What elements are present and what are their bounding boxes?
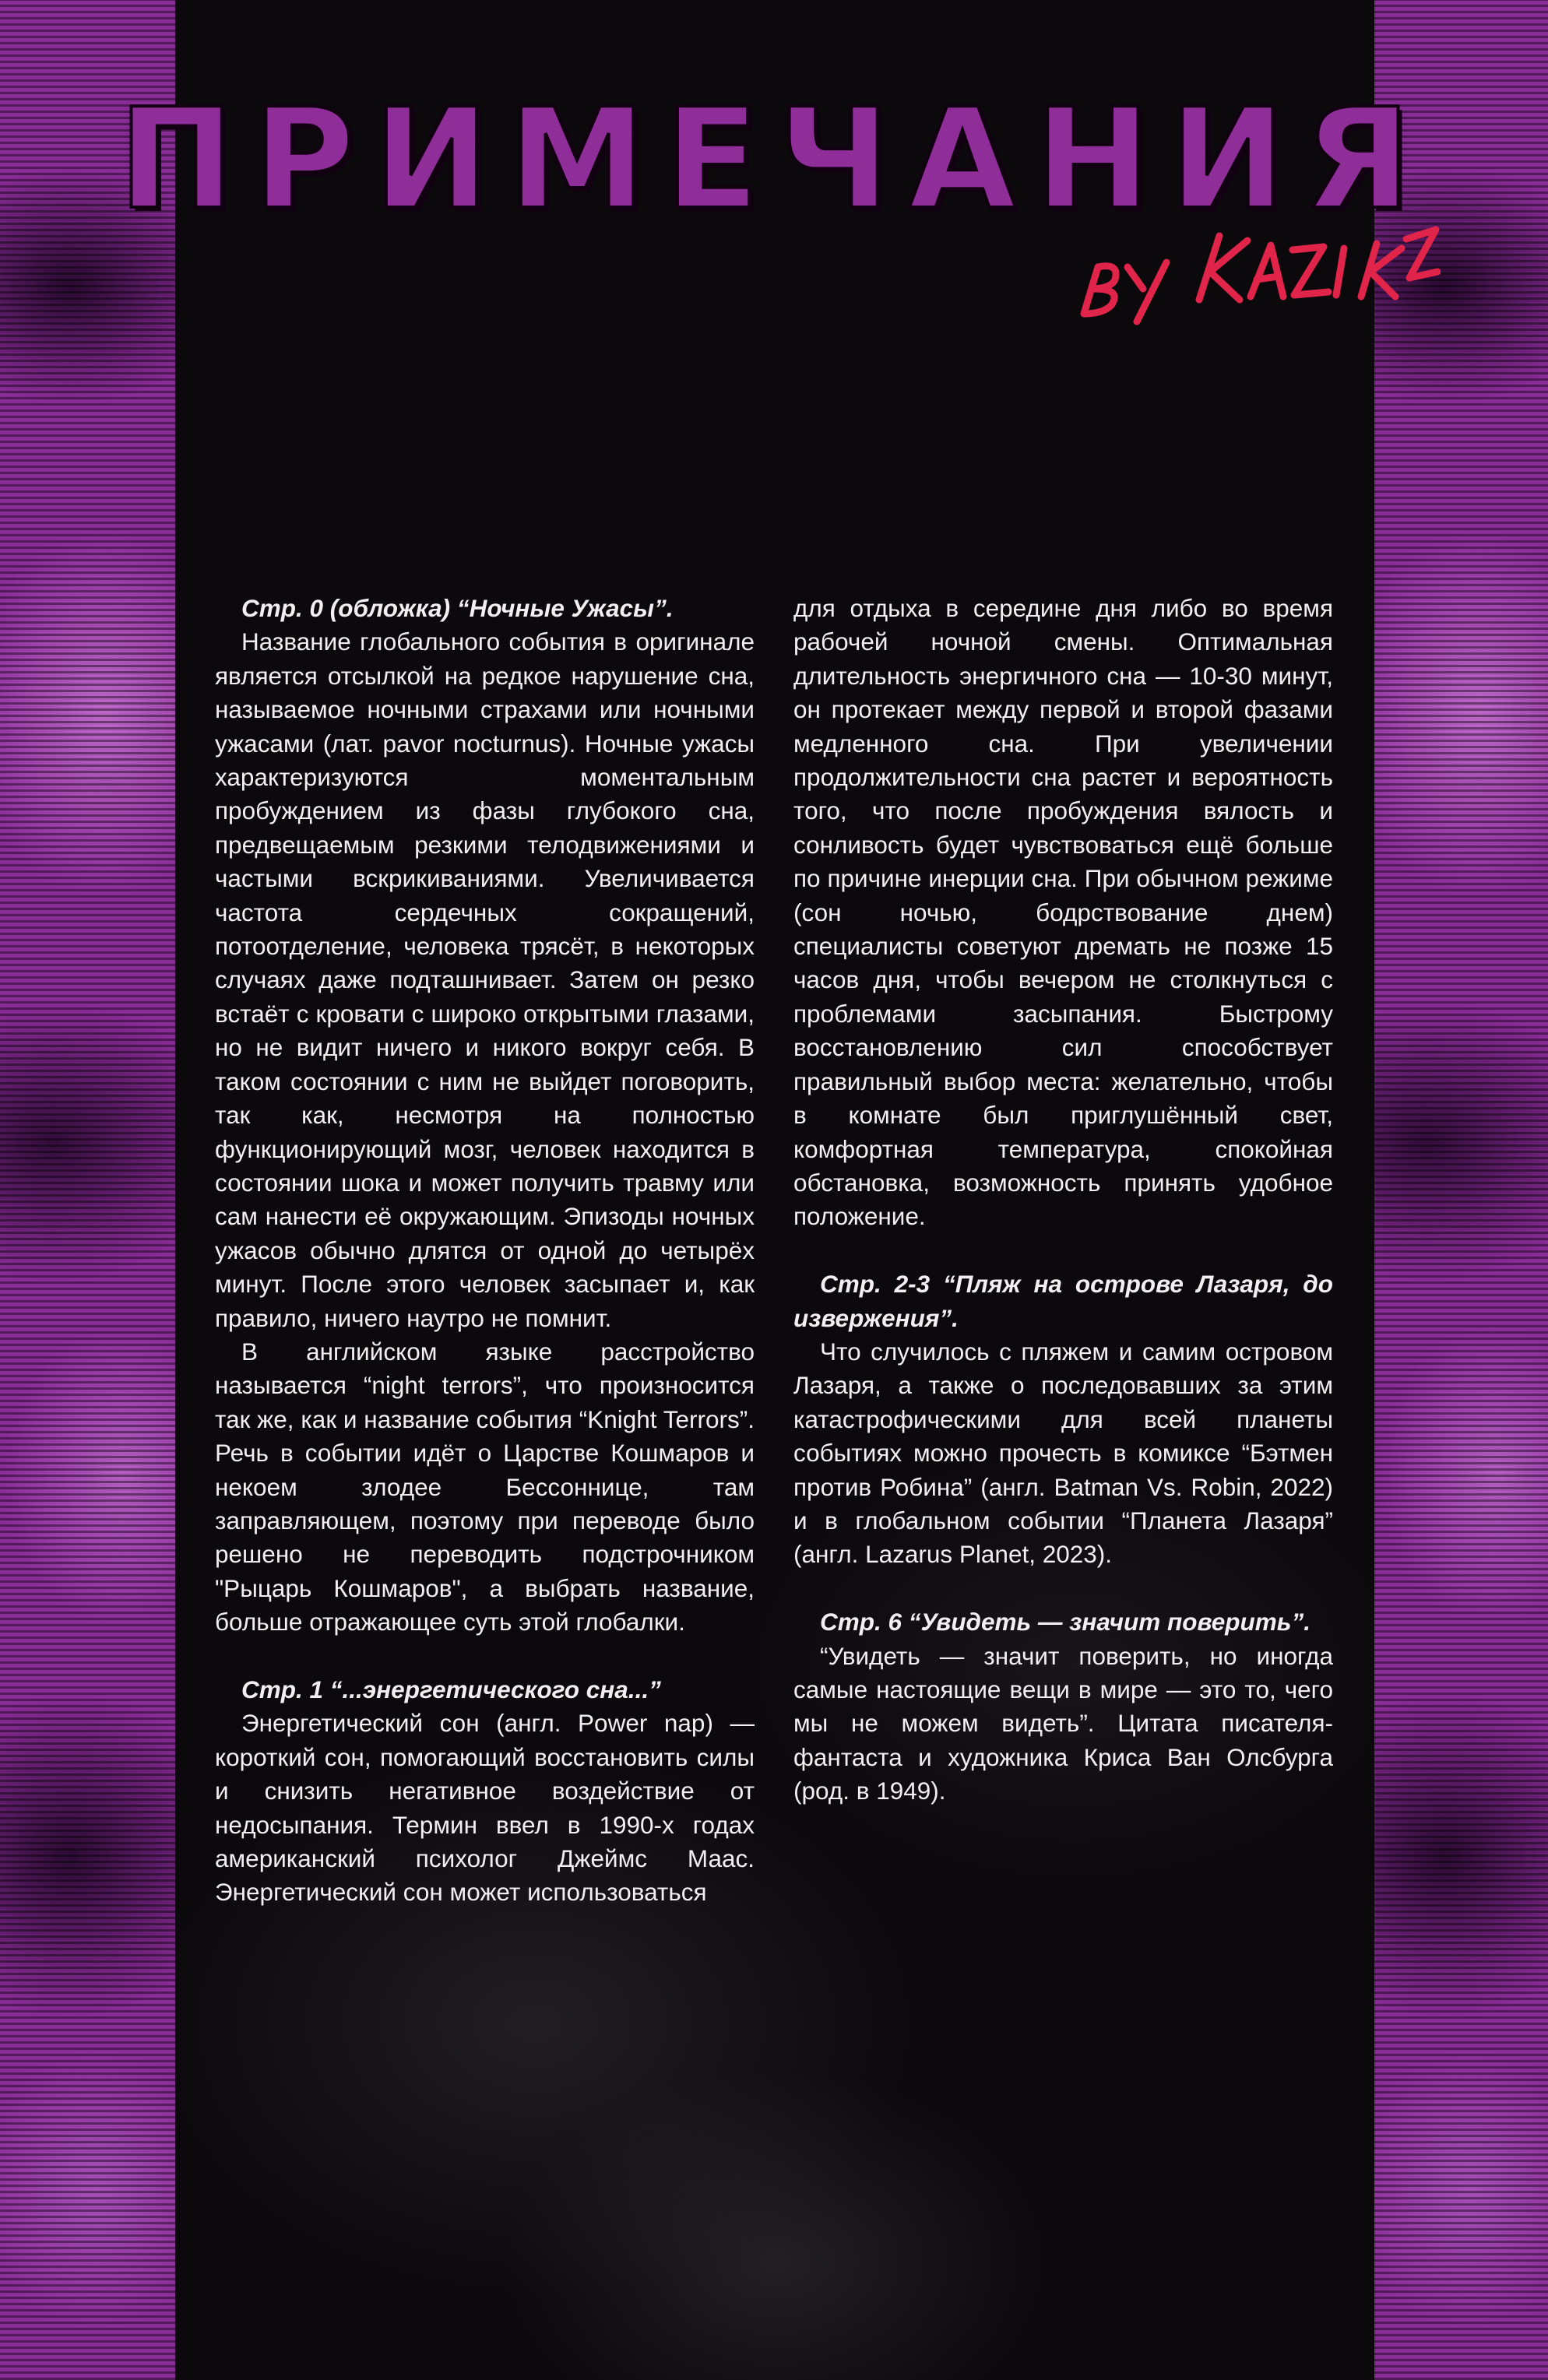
note-heading-page-0: Стр. 0 (обложка) “Ночные Ужасы”. <box>241 594 674 622</box>
note-paragraph: Что случилось с пляжем и самим островом Лазаря, а также о последовавших за этим катастрофическими для всей планеты событиях можно прочесть в комиксе “Бэтмен против Робина” (англ. Batman Vs. Robin, 2022) и в глобальном событии “Планета Лазаря” (англ. Lazarus Planet, 2023). <box>793 1337 1333 1569</box>
notes-column-right <box>793 592 1333 1809</box>
page-title: ПРИМЕЧАНИЯ <box>118 79 1430 240</box>
signature-logo <box>1067 222 1441 331</box>
note-paragraph-continued: для отдыха в середине дня либо во время рабочей ночной смены. Оптимальная длительность энергичного сна — 10-30 минут, он протекает между первой и второй фазами медленного сна. При увеличении продолжительности сна растет и вероятность того, что после пробуждения вялость и сонливость будет чувствоваться ещё больше по причине инерции сна. При обычном режиме (сон ночью, бодрствование днем) специалисты советуют дремать не позже 15 часов дня, чтобы вечером не столкнуться с проблемами засыпания. Быстрому восстановлению сил способствует правильный выбор места: желательно, чтобы в комнате был приглушённый свет, комфортная температура, спокойная обстановка, возможность принять удобное положение. <box>793 594 1333 1231</box>
side-artwork-left <box>0 0 175 2380</box>
note-heading-page-6: Стр. 6 “Увидеть — значит поверить”. <box>820 1608 1311 1636</box>
note-paragraph: В английском языке расстройство называется “night terrors”, что произносится так же, как и название события “Knight Terrors”. Речь в событии идёт о Царстве Кошмаров и некоем злодее Бессоннице, там заправляющем, поэтому при переводе было решено не переводить подстрочником "Рыцарь Кошмаров", а выбрать название, больше отражающее суть этой глобалки. <box>215 1337 755 1636</box>
notes-column-left <box>215 592 755 1910</box>
note-heading-page-2-3: Стр. 2-3 “Пляж на острове Лазаря, до извержения”. <box>793 1270 1333 1332</box>
note-paragraph: “Увидеть — значит поверить, но иногда самые настоящие вещи в мире — это то, чего мы не можем видеть”. Цитата писателя-фантаста и художника Криса Ван Олсбурга (род. в 1949). <box>793 1641 1333 1805</box>
note-paragraph: Энергетический сон (англ. Power nap) — короткий сон, помогающий восстановить силы и снизить негативное воздействие от недосыпания. Термин ввел в 1990-х годах американский психолог Джеймс Маас. Энергетический сон может использоваться <box>215 1709 755 1907</box>
note-paragraph: Название глобального события в оригинале является отсылкой на редкое нарушение сна, называемое ночными страхами или ночными ужасами (лат. pavor nocturnus). Ночные ужасы характеризуются моментальным пробуждением из фазы глубокого сна, предвещаемым резкими телодвижениями и частыми вскрикиваниями. Увеличивается частота сердечных сокращений, потоотделение, человека трясёт, в некоторых случаях даже подташнивает. Затем он резко встаёт с кровати с широко открытыми глазами, но не видит ничего и никого вокруг себя. В таком состоянии с ним не выйдет поговорить, так как, несмотря на полностью функционирующий мозг, человек находится в состоянии шока и может получить травму или сам нанести её окружающим. Эпизоды ночных ужасов обычно длятся от одной до четырёх минут. После этого человек засыпает и, как правило, ничего наутро не помнит. <box>215 628 755 1332</box>
note-heading-page-1: Стр. 1 “...энергетического сна...” <box>241 1675 661 1703</box>
side-artwork-right <box>1374 0 1548 2380</box>
